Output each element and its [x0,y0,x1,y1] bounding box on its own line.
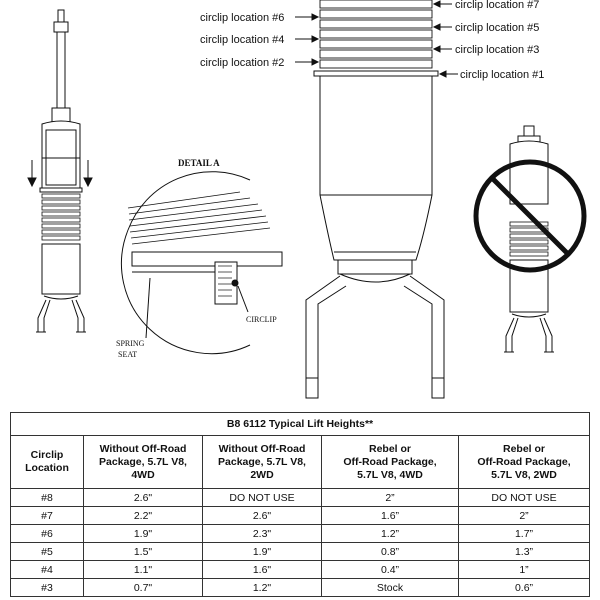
table-row [11,561,590,579]
callout-circlip-2: circlip location #2 [200,57,285,69]
table-cell: #6 [11,525,84,543]
table-row [11,579,590,597]
table-cell: #4 [11,561,84,579]
spring-seat-label: SPRING [116,339,145,348]
table-cell: 1.3” [459,543,590,561]
table-cell: 1.6” [322,507,459,525]
header-circlip-location: Circlip Location [11,436,84,489]
table-cell: 2” [459,507,590,525]
callout-circlip-3: circlip location #3 [455,44,540,56]
table-cell: 0.7" [84,579,203,597]
table-cell: 1.1" [84,561,203,579]
table-header-row [11,436,590,489]
detail-a-illustration [121,172,282,354]
table-cell: #8 [11,489,84,507]
header-rebel-offroad-2wd: Rebel or Off-Road Package, 5.7L V8, 2WD [459,436,590,489]
center-shock-illustration [306,0,444,398]
table-cell: 0.8” [322,543,459,561]
callout-circlip-5: circlip location #5 [455,22,540,34]
table-cell: 1” [459,561,590,579]
table-cell: 2.6" [203,507,322,525]
table-cell: 2.3" [203,525,322,543]
table-title: B8 6112 Typical Lift Heights** [11,413,590,436]
table-cell: 1.6" [203,561,322,579]
header-without-offroad-2wd: Without Off-Road Package, 5.7L V8, 2WD [203,436,322,489]
table-cell: 2” [322,489,459,507]
table-cell: 1.9" [84,525,203,543]
table-cell: 0.4” [322,561,459,579]
table-cell: #7 [11,507,84,525]
callout-circlip-4: circlip location #4 [200,34,285,46]
circlip-label: CIRCLIP [246,315,277,324]
table-cell: #3 [11,579,84,597]
table-row [11,543,590,561]
table-cell: 1.9" [203,543,322,561]
callout-circlip-7: circlip location #7 [455,0,540,11]
table-row [11,489,590,507]
lift-heights-table [10,412,590,597]
detail-a-title: DETAIL A [178,158,220,168]
table-cell: DO NOT USE [459,489,590,507]
table-cell: 1.2" [203,579,322,597]
table-row [11,507,590,525]
table-cell: 1.7” [459,525,590,543]
table-row [11,525,590,543]
table-cell: 2.6" [84,489,203,507]
left-shock-illustration [36,10,86,332]
table-cell: 0.6” [459,579,590,597]
header-without-offroad-4wd: Without Off-Road Package, 5.7L V8, 4WD [84,436,203,489]
table-cell: DO NOT USE [203,489,322,507]
table-cell: #5 [11,543,84,561]
callout-circlip-6: circlip location #6 [200,12,285,24]
table-cell: 2.2" [84,507,203,525]
spring-seat-label-line2: SEAT [118,350,138,359]
table-cell: 1.5" [84,543,203,561]
callout-circlip-1: circlip location #1 [460,69,545,81]
table-cell: 1.2” [322,525,459,543]
table-cell: Stock [322,579,459,597]
header-rebel-offroad-4wd: Rebel or Off-Road Package, 5.7L V8, 4WD [322,436,459,489]
